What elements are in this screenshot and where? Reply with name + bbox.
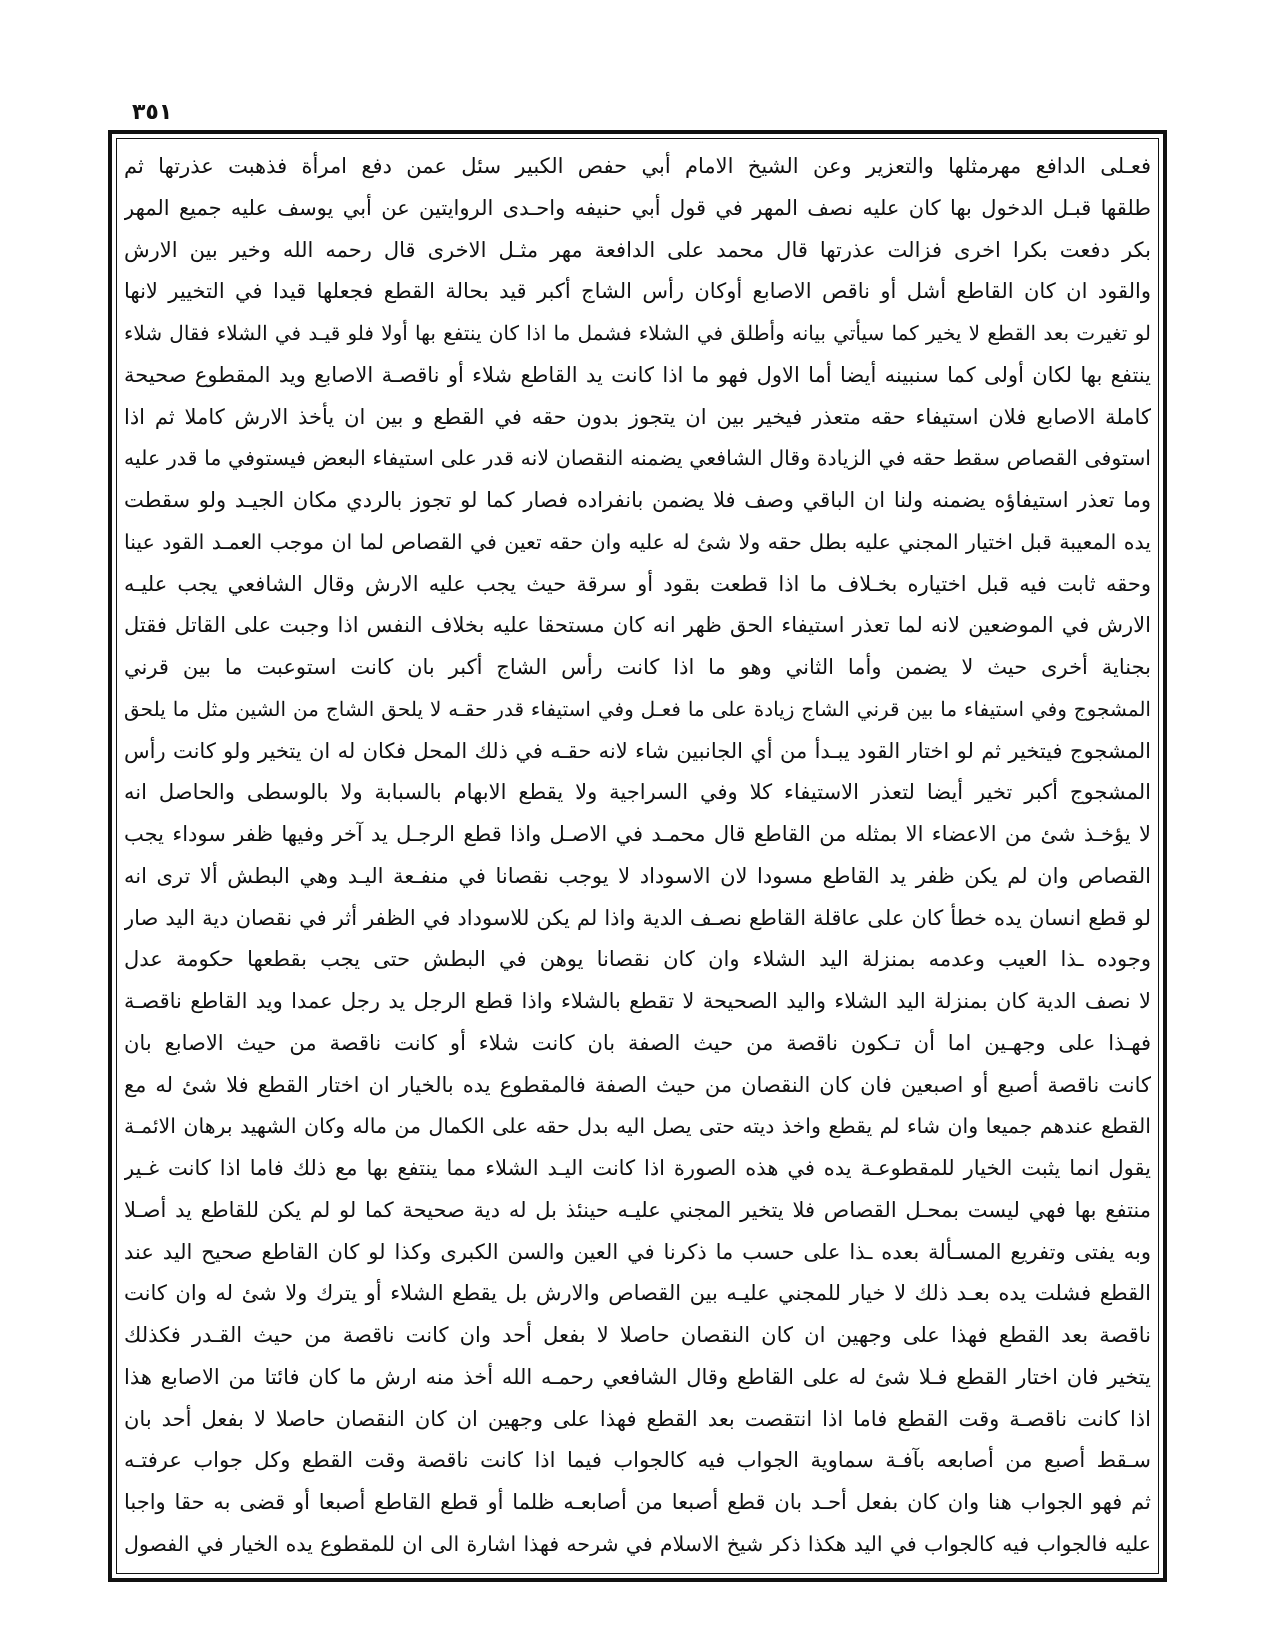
text-line: ثم فهو الجواب هنا وان كان بفعل أحـد بان قطع أصبعا من أصابعـه ظلما أو قطع القاطع أصبعا أو قضى به حقا واجبا <box>124 1490 1151 1514</box>
text-line: فهـذا على وجهـين اما أن تـكون ناقصة من حيث الصفة بان كانت شلاء أو كانت ناقصة من حيث الاصابع بان <box>124 1030 1151 1055</box>
text-line: سـقط أصبع من أصابعه بآفـة سماوية الجواب فيه كالجواب فيما اذا كانت ناقصة وقت القطع وكل جواب عرفتـه <box>124 1448 1151 1473</box>
text-line: كاملة الاصابع فلان استيفاء حقه متعذر فيخير بين ان يتجوز بدون حقه في القطع و بين ان يأخذ الارش كاملا ثم اذا <box>124 404 1151 429</box>
text-line: اذا كانت ناقصـة وقت القطع فاما اذا انتقصت بعد القطع فهذا على وجهين ان كان النقصان حاصلا لا بفعل أحد بان <box>124 1406 1151 1431</box>
text-line: كانت ناقصة أصبع أو اصبعين فان كان النقصان من حيث الصفة فالمقطوع يده بالخيار ان اختار القطع فلا شئ له مع <box>124 1072 1151 1097</box>
text-line: بكر دفعت بكرا اخرى فزالت عذرتها قال محمد على الدافعة مهر مثـل الاخرى قال رحمه الله وخير بين الارش <box>124 237 1151 262</box>
text-line: المشجوج أكبر تخير أيضا لتعذر الاستيفاء كلا وفي السراجية ولا يقطع الابهام بالسبابة ولا بالوسطى والحاصل انه <box>124 780 1151 805</box>
text-line: الارش في الموضعين لانه لما تعذر استيفاء الحق ظهر انه كان مستحقا عليه بخلاف النفس اذا وجبت على القاتل فقتل <box>124 613 1151 638</box>
text-line: لو قطع انسان يده خطأ كان على عاقلة القاطع نصـف الدية واذا لم يكن للاسوداد في الظفر أثر في نقصان دية اليد صار <box>124 905 1151 930</box>
text-line: وبه يفتى وتفريع المسـألة بعده ـذا على حسب ما ذكرنا في العين والسن الكبرى وكذا لو كان القاطع صحيح اليد عند <box>124 1239 1151 1264</box>
text-line: يده المعيبة قبل اختيار المجني عليه بطل حقه ولا شئ له عليه وان حقه تعين في القصاص لما ان موجب العمـد القود عينا <box>124 529 1151 554</box>
text-line: وما تعذر استيفاؤه يضمنه ولنا ان الباقي وصف فلا يضمن بانفراده فصار كما لو تجوز بالردي مكان الجيـد ولو سقطت <box>124 488 1151 512</box>
text-line: المشجوج فيتخير ثم لو اختار القود يبـدأ من أي الجانبين شاء لانه حقـه في ذلك المحل فكان له ان يتخير ولو كانت رأس <box>124 738 1151 763</box>
text-line: ناقصة بعد القطع فهذا على وجهين ان كان النقصان حاصلا لا بفعل أحد وان كانت ناقصة من حيث القـدر فكذلك <box>124 1323 1151 1347</box>
text-line: يتخير فان اختار القطع فـلا شئ له على القاطع وقال الشافعي رحمـه الله أخذ منه ارش ما كان فائتا من الاصابع هذا <box>124 1364 1151 1389</box>
text-line: القطع فشلت يده بعـد ذلك لا خيار للمجني عليـه بين القصاص والارش بل يقطع الشلاء أو يترك ولا شئ له وان كانت <box>124 1281 1151 1306</box>
text-line: استوفى القصاص سقط حقه في الزيادة وقال الشافعي يضمنه النقصان لانه قدر على استيفاء البعض فيستوفي ما قدر عليه <box>124 446 1151 471</box>
page-number: ٣٥١ <box>132 100 173 125</box>
text-line: بجناية أخرى حيث لا يضمن وأما الثاني وهو ما اذا كانت رأس الشاج أكبر بان كانت استوعبت ما بين قرني <box>124 655 1151 679</box>
text-line: والقود ان كان القاطع أشل أو ناقص الاصابع أوكان رأس الشاج أكبر قيد بحالة القطع فجعلها قيدا في التخيير لانها <box>124 279 1151 304</box>
text-line: القصاص وان لم يكن ظفر يد القاطع مسودا لان الاسوداد لا يوجب نقصانا في منفـعة اليـد وهي البطش ألا ترى انه <box>124 863 1151 888</box>
text-line: لا نصف الدية كان بمنزلة اليد الشلاء واليد الصحيحة لا تقطع بالشلاء واذا قطع الرجل يد رجل عمدا ويد القاطع ناقصـة <box>124 989 1151 1013</box>
text-line: وحقه ثابت فيه قبل اختياره بخـلاف ما اذا قطعت بقود أو سرقة حيث يجب عليه الارش وقال الشافعي يجب عليـه <box>124 571 1151 596</box>
text-line: فعـلى الدافع مهرمثلها والتعزير وعن الشيخ الامام أبي حفص الكبير سئل عمن دفع امرأة فذهبت عذرتها ثم <box>124 154 1151 178</box>
text-line: المشجوج وفي استيفاء ما بين قرني الشاج زيادة على ما فعـل وفي استيفاء قدر حقـه لا يلحق الشاج من الشين مثل ما يلحق <box>124 696 1151 721</box>
text-line: ينتفع بها لكان أولى كما سنبينه أيضا أما الاول فهو ما اذا كانت يد القاطع شلاء أو ناقصـة الاصابع ويد المقطوع صحيحة <box>124 362 1151 387</box>
text-line: وجوده ـذا العيب وعدمه بمنزلة اليد الشلاء وان كان نقصانا يوهن في البطش حتى يجب بقطعها حكومة عدل <box>124 947 1151 972</box>
text-line: يقول انما يثبت الخيار للمقطوعـة يده في هذه الصورة اذا كانت اليـد الشلاء مما ينتفع بها مع ذلك فاما اذا كانت غـير <box>124 1156 1151 1180</box>
text-line: لا يؤخـذ شئ من الاعضاء الا بمثله من القاطع قال محمـد في الاصـل واذا قطع الرجـل يد آخر وفيها ظفر سوداء يجب <box>124 822 1151 846</box>
text-line: طلقها قبـل الدخول بها كان عليه نصف المهر في قول أبي حنيفه واحـدى الروايتين عن أبي يوسف عليه جميع المهر <box>124 195 1151 220</box>
text-line: منتفع بها فهي ليست بمحـل القصاص فلا يتخير المجني عليـه حينئذ بل له دية صحيحة كما لو لم يكن للقاطع يد أصـلا <box>124 1197 1151 1222</box>
text-line: القطع عندهم جميعا وان شاء لم يقطع واخذ ديته حتى يصل اليه بدل حقه على الكمال من ماله وكان الشهيد برهان الائمـة <box>124 1114 1151 1139</box>
text-line: لو تغيرت بعد القطع لا يخير كما سيأتي بيانه وأطلق في الشلاء فشمل ما اذا كان ينتفع بها أولا فلو قيـد في الشلاء فقال شلاء <box>124 321 1151 345</box>
text-block <box>124 144 1151 1568</box>
text-line: عليه فالجواب فيه كالجواب في اليد هكذا ذكر شيخ الاسلام في شرحه فهذا اشارة الى ان للمقطوع يده الخيار في الفصول <box>124 1531 1151 1556</box>
